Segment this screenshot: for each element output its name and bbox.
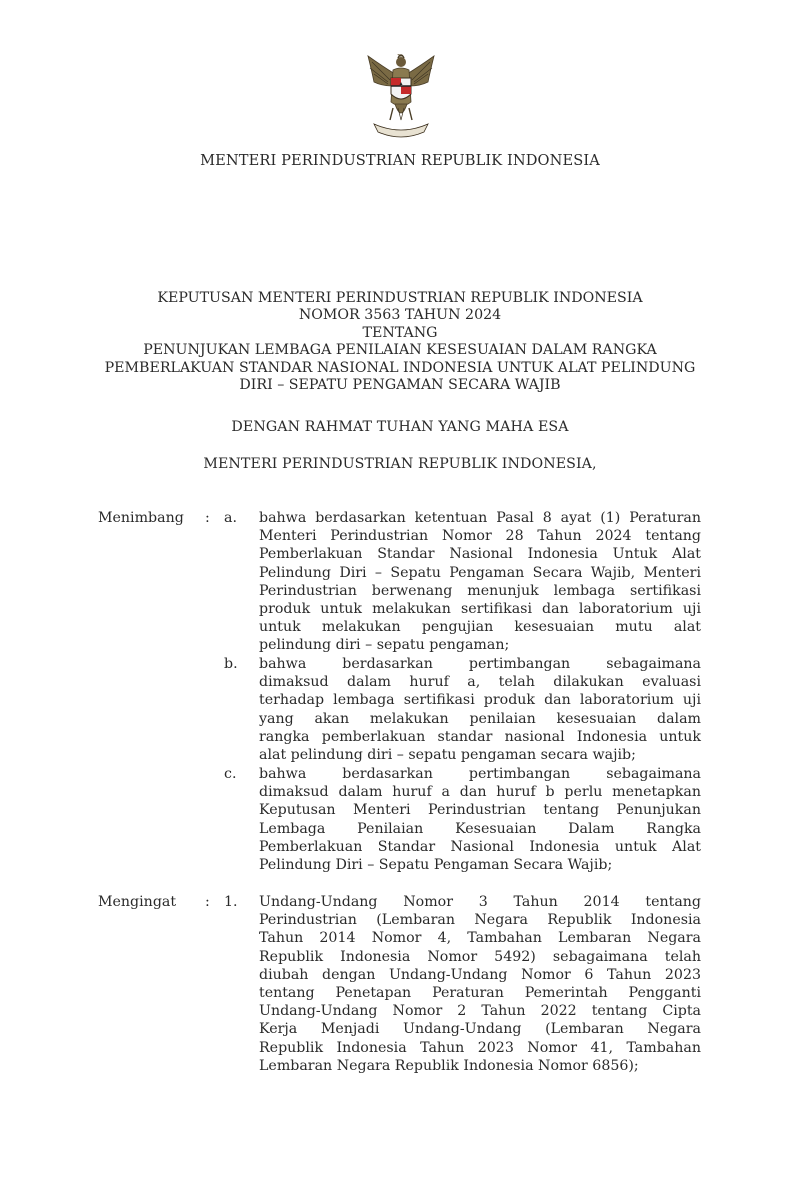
decree-title-block [0,290,800,394]
mengingat-colon: : [205,894,210,910]
mengingat-label: Mengingat [98,894,177,910]
item-marker: 1. [224,894,238,910]
text-line: Kerja Menjadi Undang-Undang (Lembaran Negara [259,1021,701,1038]
text-line: Menteri Perindustrian Nomor 28 Tahun 2024 tentang [259,528,701,545]
text-line: rangka pemberlakuan standar nasional Indonesia untuk [259,728,701,745]
text-line: Republik Indonesia Tahun 2023 Nomor 41, Tambahan [259,1039,701,1056]
text-line: bahwa berdasarkan ketentuan Pasal 8 ayat (1) Peraturan [259,510,701,526]
text-line: Undang-Undang Nomor 2 Tahun 2022 tentang Cipta [259,1003,701,1020]
text-line: Lembaran Negara Republik Indonesia Nomor 6856); [259,1057,639,1074]
text-line: yang akan melakukan penilaian kesesuaian dalam [259,710,701,727]
text-line: Pemberlakuan Standar Nasional Indonesia untuk Alat [259,838,701,855]
menimbang-colon: : [205,510,210,526]
decree-number: NOMOR 3563 TAHUN 2024 [298,307,502,324]
text-line: diubah dengan Undang-Undang Nomor 6 Tahun 2023 [259,966,701,983]
text-line: produk untuk melakukan sertifikasi dan laboratorium uji [259,600,701,617]
decree-subject-line: PENUNJUKAN LEMBAGA PENILAIAN KESESUAIAN DALAM RANGKA [143,342,657,359]
text-line: dimaksud dalam huruf a, telah dilakukan evaluasi [259,674,701,691]
invocation: DENGAN RAHMAT TUHAN YANG MAHA ESA [231,419,569,435]
item-text [259,765,701,874]
text-line: tentang Penetapan Peraturan Pemerintah Pengganti [259,984,701,1001]
text-line: Pemberlakuan Standar Nasional Indonesia Untuk Alat [259,546,701,563]
item-marker: a. [224,510,237,526]
text-line: Perindustrian berwenang menunjuk lembaga sertifikasi [259,582,701,599]
text-line: Undang-Undang Nomor 3 Tahun 2014 tentang [259,894,701,910]
item-marker: b. [224,656,238,672]
text-line: terhadap lembaga sertifikasi produk dan laboratorium uji [259,692,701,709]
issuer: MENTERI PERINDUSTRIAN REPUBLIK INDONESIA, [203,456,597,472]
garuda-emblem-icon [362,52,440,146]
text-line: Lembaga Penilaian Kesesuaian Dalam Rangka [259,820,701,837]
decree-subject-line: PEMBERLAKUAN STANDAR NASIONAL INDONESIA UNTUK ALAT PELINDUNG [104,359,696,376]
decree-subject-line: DIRI – SEPATU PENGAMAN SECARA WAJIB [239,377,561,394]
text-line: dimaksud dalam huruf a dan huruf b perlu menetapkan [259,784,701,801]
text-line: alat pelindung diri – sepatu pengaman secara wajib; [259,746,636,763]
text-line: bahwa berdasarkan pertimbangan sebagaimana [259,766,701,782]
text-line: Keputusan Menteri Perindustrian tentang Penunjukan [259,802,701,819]
text-line: Pelindung Diri – Sepatu Pengaman Secara Wajib, Menteri [259,564,701,581]
text-line: pelindung diri – sepatu pengaman; [259,637,510,654]
text-line: Perindustrian (Lembaran Negara Republik Indonesia [259,912,701,929]
ministry-title: MENTERI PERINDUSTRIAN REPUBLIK INDONESIA [200,152,600,169]
item-marker: c. [224,766,237,782]
item-text [259,655,701,764]
text-line: untuk melakukan pengujian kesesuaian mutu alat [259,619,701,636]
decree-tentang: TENTANG [362,324,438,341]
decree-title-line: KEPUTUSAN MENTERI PERINDUSTRIAN REPUBLIK INDONESIA [157,290,643,306]
text-line: Republik Indonesia Nomor 5492) sebagaimana telah [259,948,701,965]
item-text [259,893,701,1075]
item-text [259,509,701,655]
menimbang-label: Menimbang [98,510,184,526]
text-line: bahwa berdasarkan pertimbangan sebagaimana [259,656,701,672]
text-line: Pelindung Diri – Sepatu Pengaman Secara Wajib; [259,856,613,873]
text-line: Tahun 2014 Nomor 4, Tambahan Lembaran Negara [259,930,701,947]
